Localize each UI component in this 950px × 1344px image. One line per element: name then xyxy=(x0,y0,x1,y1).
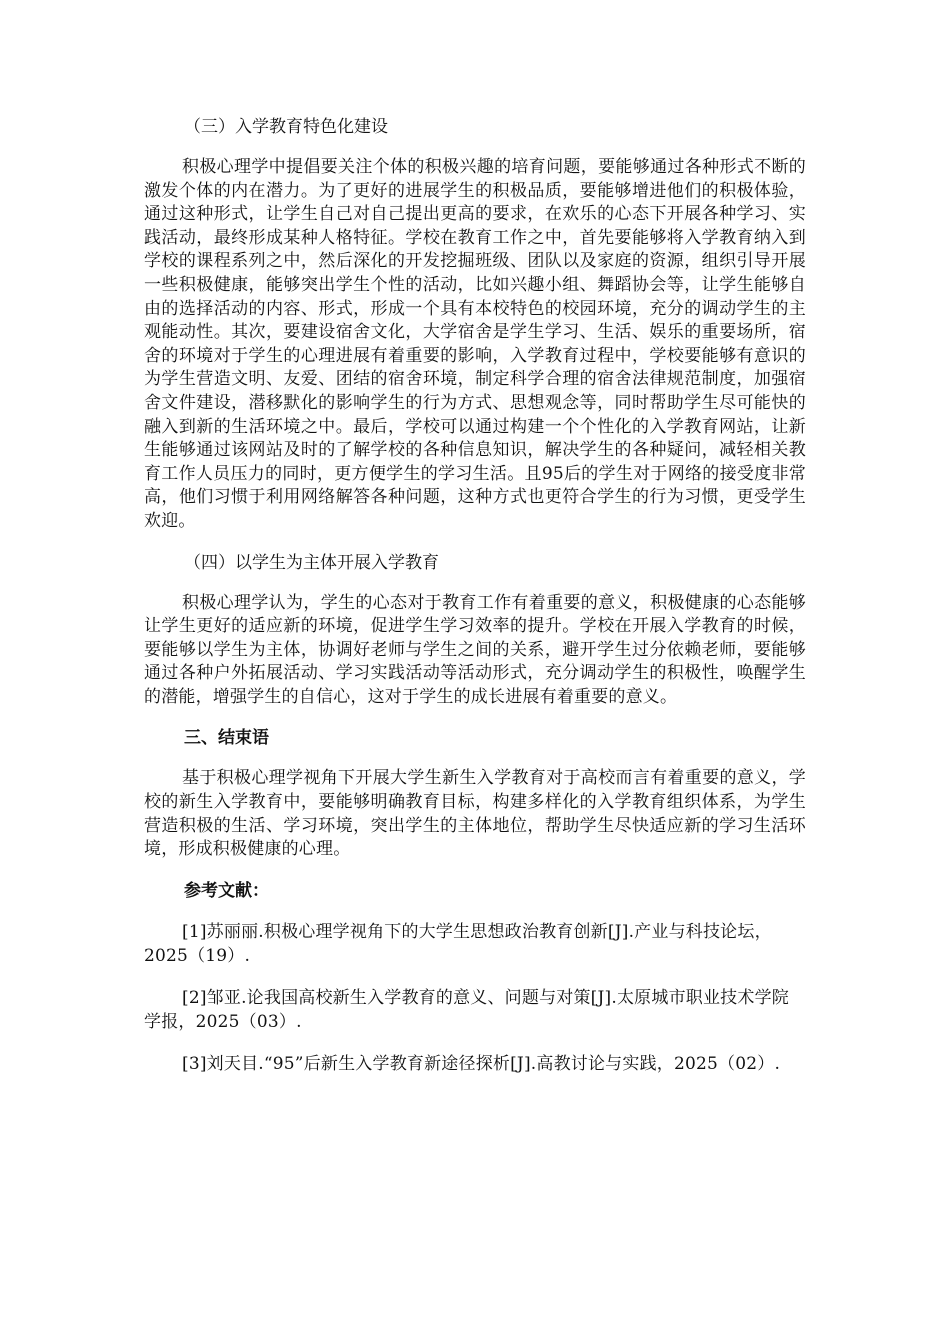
spacer xyxy=(144,709,806,725)
document-content xyxy=(144,114,806,1076)
conclusion-heading: 三、结束语 xyxy=(184,728,269,749)
spacer xyxy=(144,534,806,550)
spacer xyxy=(144,140,806,156)
reference-item: [1]苏丽丽.积极心理学视角下的大学生思想政治教育创新[J].产业与科技论坛，2025（19）. xyxy=(144,921,772,966)
reference-item: [2]邹亚.论我国高校新生入学教育的意义、问题与对策[J].太原城市职业技术学院学报，2025（03）. xyxy=(144,987,789,1032)
spacer xyxy=(144,576,806,592)
section-4-paragraph: 积极心理学认为，学生的心态对于教育工作有着重要的意义，积极健康的心态能够让学生更好的适应新的环境，促进学生学习效率的提升。学校在开展入学教育的时候，要能够以学生为主体，协调好老师与学生之间的关系，避开学生过分依赖老师，要能够通过各种户外拓展活动、学习实践活动等活动形式，充分调动学生的积极性，唤醒学生的潜能，增强学生的自信心，这对于学生的成长进展有着重要的意义。 xyxy=(144,592,806,707)
spacer xyxy=(144,862,806,878)
spacer xyxy=(144,968,806,986)
section-3-heading: （三）入学教育特色化建设 xyxy=(184,117,388,137)
spacer xyxy=(144,751,806,767)
reference-item: [3]刘天目.“95”后新生入学教育新途径探析[J].高教讨论与实践，2025（02）. xyxy=(182,1053,781,1074)
spacer xyxy=(144,1034,806,1052)
conclusion-paragraph: 基于积极心理学视角下开展大学生新生入学教育对于高校而言有着重要的意义，学校的新生入学教育中，要能够明确教育目标，构建多样化的入学教育组织体系，为学生营造积极的生活、学习环境，突出学生的主体地位，帮助学生尽快适应新的学习生活环境，形成积极健康的心理。 xyxy=(144,768,806,860)
section-4-heading: （四）以学生为主体开展入学教育 xyxy=(184,552,439,573)
section-3-paragraph: 积极心理学中提倡要关注个体的积极兴趣的培育问题，要能够通过各种形式不断的激发个体的内在潜力。为了更好的进展学生的积极品质，要能够增进他们的积极体验，通过这种形式，让学生自己对自己提出更高的要求，在欢乐的心态下开展各种学习、实践活动，最终形成某种人格特征。学校在教育工作之中，首先要能够将入学教育纳入到学校的课程系列之中，然后深化的开发挖掘班级、团队以及家庭的资源，组织引导开展一些积极健康，能够突出学生个性的活动，比如兴趣小组、舞蹈协会等，让学生能够自由的选择活动的内容、形式，形成一个具有本校特色的校园环境，充分的调动学生的主观能动性。其次，要建设宿舍文化，大学宿舍是学生学习、生活、娱乐的重要场所，宿舍的环境对于学生的心理进展有着重要的影响，入学教育过程中，学校要能够有意识的为学生营造文明、友爱、团结的宿舍环境，制定科学合理的宿舍法律规范制度，加强宿舍文件建设，潜移默化的影响学生的行为方式、思想观念等，同时帮助学生尽可能快的融入到新的生活环境之中。最后，学校可以通过构建一个个性化的入学教育网站，让新生能够通过该网站及时的了解学校的各种信息知识，解决学生的各种疑问，减轻相关教育工作人员压力的同时，更方便学生的学习生活。且95后的学生对于网络的接受度非常高，他们习惯于利用网络解答各种问题，这种方式也更符合学生的行为习惯，更受学生欢迎。 xyxy=(144,157,806,531)
references-heading: 参考文献： xyxy=(184,880,269,901)
spacer xyxy=(144,904,806,920)
